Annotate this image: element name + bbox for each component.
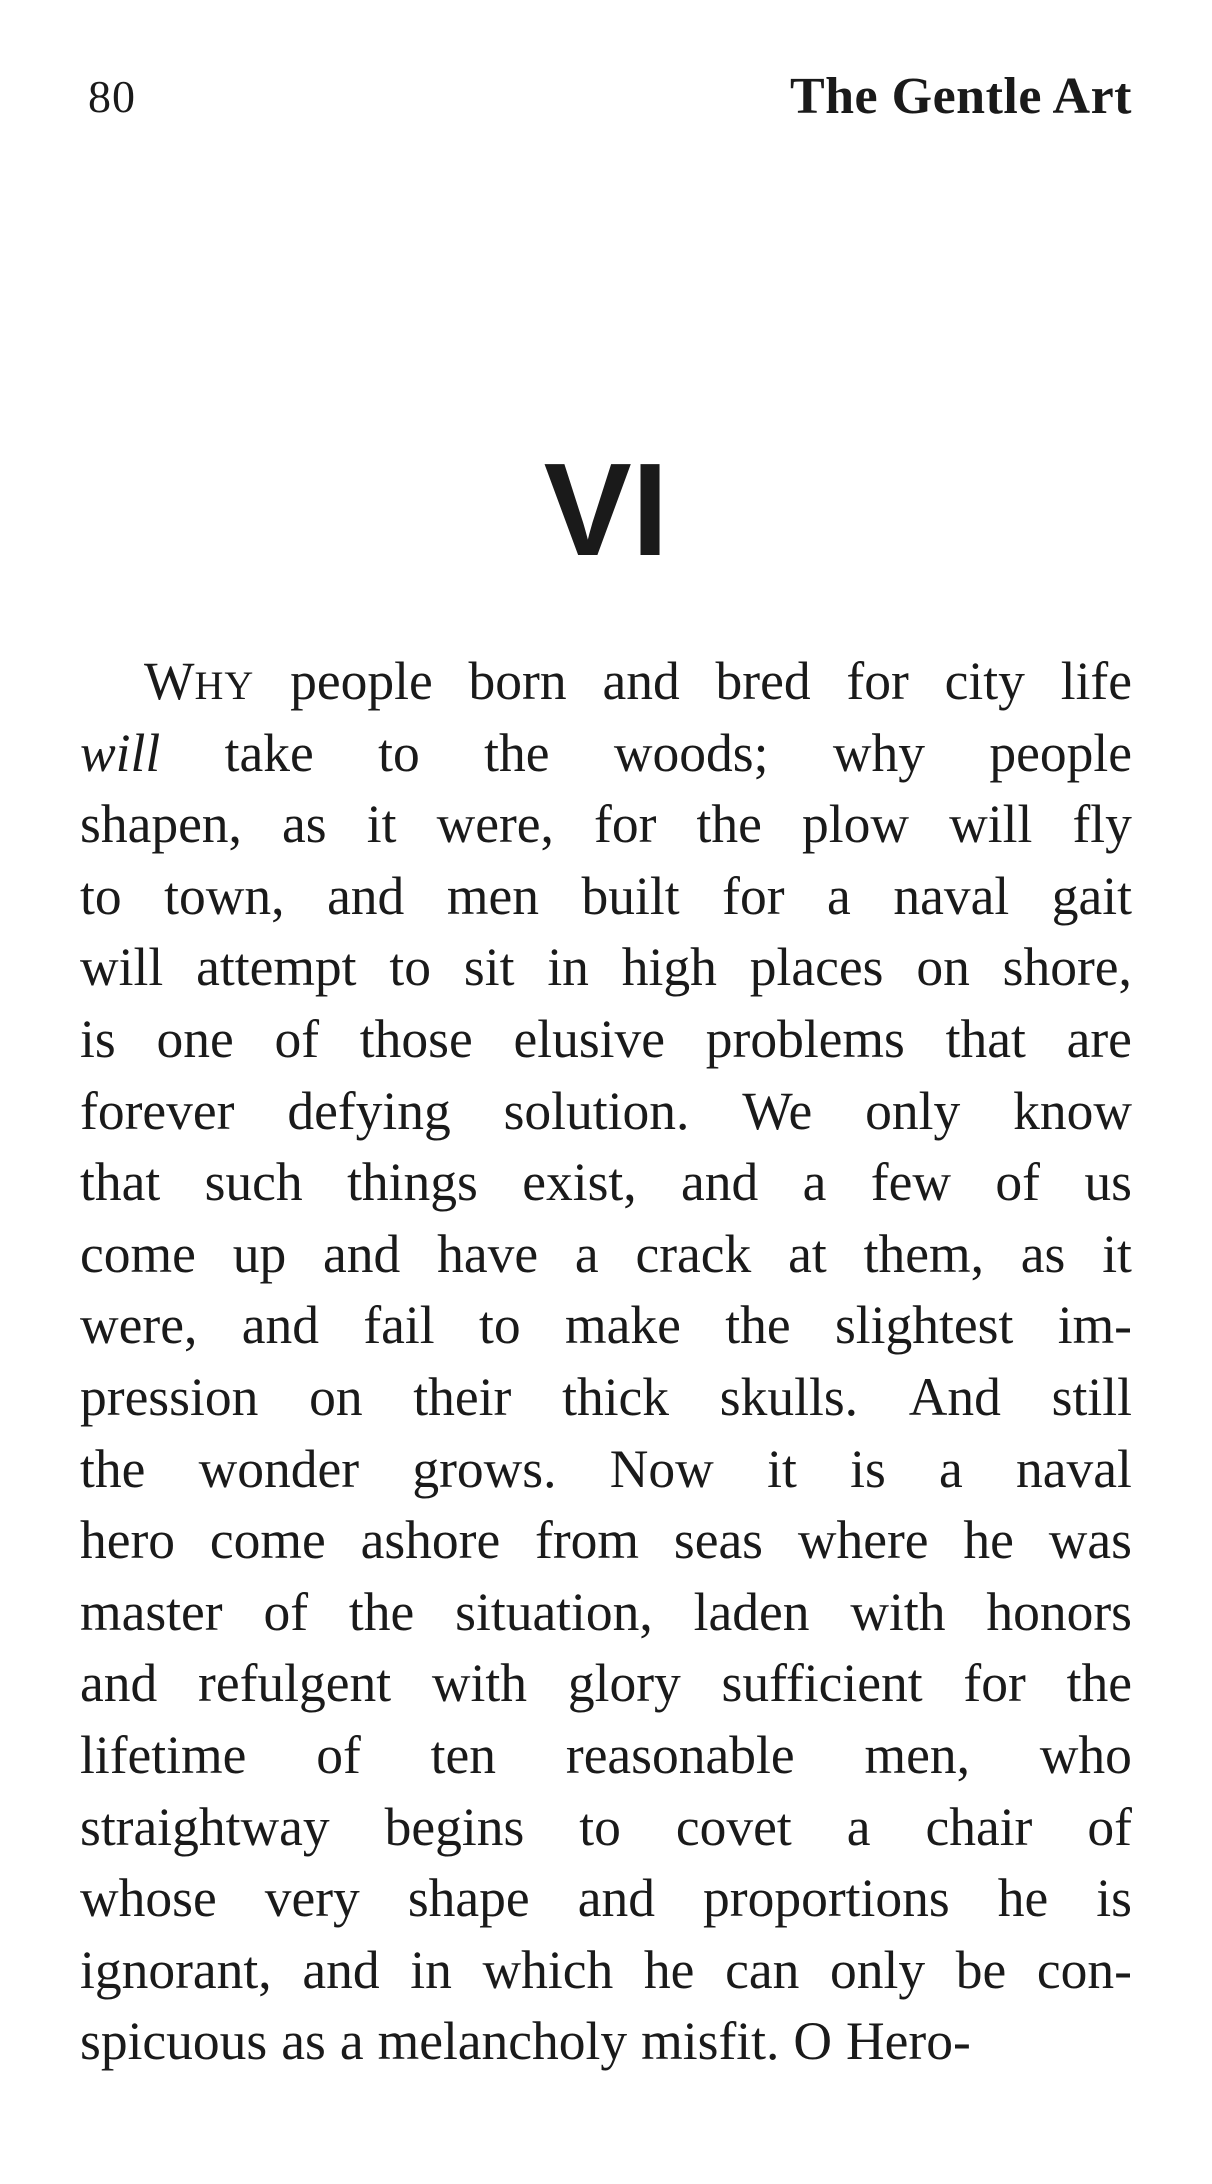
page-number: 80 xyxy=(88,71,136,122)
word: us xyxy=(1084,1152,1132,1213)
word: a xyxy=(846,1796,871,1857)
word: high xyxy=(621,937,717,998)
text-line xyxy=(80,718,1132,790)
word: attempt xyxy=(196,937,357,998)
word: as xyxy=(282,794,327,855)
word: to xyxy=(80,865,122,926)
word: who xyxy=(1039,1724,1132,1785)
word: a xyxy=(574,1223,599,1284)
word: to xyxy=(579,1796,621,1857)
word: refulgent xyxy=(198,1653,392,1714)
word: a xyxy=(802,1152,827,1213)
word: it xyxy=(1102,1223,1132,1284)
word: to xyxy=(389,937,432,998)
word: town, xyxy=(164,865,285,926)
word: city xyxy=(944,651,1025,711)
word: covet xyxy=(675,1796,792,1857)
word: fly xyxy=(1072,794,1132,855)
word: he xyxy=(643,1939,695,2000)
word: pression xyxy=(80,1366,259,1427)
word: the xyxy=(80,1438,146,1499)
word: solution. xyxy=(503,1080,690,1141)
word: places xyxy=(749,937,884,998)
opening-word-small-caps: WHY xyxy=(144,651,255,711)
text-line xyxy=(80,932,1132,1004)
chapter-paragraph xyxy=(80,646,1132,2078)
word: on xyxy=(309,1366,363,1427)
word: take xyxy=(224,722,314,783)
word: the xyxy=(348,1581,415,1642)
emphasized-word: will xyxy=(80,722,161,783)
word: hero xyxy=(80,1510,176,1571)
word: was xyxy=(1048,1510,1132,1571)
word: with xyxy=(850,1581,946,1642)
word: the xyxy=(725,1295,791,1356)
word: few xyxy=(870,1152,951,1213)
word: it xyxy=(366,794,397,855)
word: people xyxy=(290,651,433,711)
text-line xyxy=(80,1648,1132,1720)
word: and xyxy=(602,651,680,711)
word: such xyxy=(204,1152,303,1213)
word: and xyxy=(323,1223,401,1284)
word: master xyxy=(80,1581,223,1642)
text-line xyxy=(80,861,1132,933)
word: come xyxy=(209,1510,326,1571)
word: ten xyxy=(430,1724,497,1785)
word: Hero- xyxy=(846,2011,971,2072)
word: why xyxy=(832,722,925,783)
word: as xyxy=(281,2011,326,2072)
word: in xyxy=(410,1939,452,2000)
word: of xyxy=(995,1152,1040,1213)
word: are xyxy=(1066,1008,1132,1069)
word: gait xyxy=(1051,865,1132,926)
word: and xyxy=(681,1152,759,1213)
word: things xyxy=(347,1152,478,1213)
word: for xyxy=(963,1653,1026,1714)
word: be xyxy=(955,1939,1007,2000)
word: have xyxy=(437,1223,539,1284)
word: begins xyxy=(384,1796,525,1857)
word: which xyxy=(482,1939,614,2000)
word: woods; xyxy=(613,722,769,783)
word: can xyxy=(725,1939,800,2000)
word: plow xyxy=(802,794,909,855)
word: and xyxy=(577,1868,655,1929)
word: proportions xyxy=(703,1868,950,1929)
word: melancholy xyxy=(377,2011,628,2072)
word: situation, xyxy=(455,1581,653,1642)
word: one xyxy=(156,1008,234,1069)
word: he xyxy=(997,1868,1049,1929)
word: a xyxy=(939,1438,963,1499)
word: whose xyxy=(80,1868,217,1929)
word: of xyxy=(263,1581,309,1642)
word: of xyxy=(1087,1796,1132,1857)
word: forever xyxy=(80,1080,235,1141)
word: that xyxy=(80,1152,161,1213)
word: naval xyxy=(893,865,1010,926)
word: naval xyxy=(1016,1438,1132,1499)
word: exist, xyxy=(522,1152,637,1213)
text-line xyxy=(80,1792,1132,1864)
word: that xyxy=(945,1008,1026,1069)
text-line xyxy=(80,1290,1132,1362)
word: shape xyxy=(407,1868,530,1929)
word: for xyxy=(594,794,657,855)
word: con- xyxy=(1036,1939,1132,2000)
word: bred xyxy=(715,651,811,711)
running-title: The Gentle Art xyxy=(789,68,1132,125)
word: thick xyxy=(562,1366,670,1427)
word: men, xyxy=(864,1724,970,1785)
word: a xyxy=(339,2011,364,2072)
word: to xyxy=(378,722,420,783)
word: the xyxy=(484,722,550,783)
word: were, xyxy=(80,1295,198,1356)
word: for xyxy=(722,865,785,926)
word: problems xyxy=(705,1008,905,1069)
word: only xyxy=(865,1080,961,1141)
word: at xyxy=(788,1223,827,1284)
word: We xyxy=(742,1080,813,1141)
word: make xyxy=(565,1295,681,1356)
word: people xyxy=(989,722,1132,783)
word: Now xyxy=(609,1438,714,1499)
word: come xyxy=(80,1223,196,1284)
text-line xyxy=(80,1076,1132,1148)
text-line xyxy=(80,789,1132,861)
word: reasonable xyxy=(565,1724,795,1785)
text-line xyxy=(80,1004,1132,1076)
word: the xyxy=(696,794,762,855)
word: lifetime xyxy=(80,1724,247,1785)
word: of xyxy=(316,1724,361,1785)
word: chair xyxy=(925,1796,1033,1857)
word: with xyxy=(431,1653,528,1714)
word: their xyxy=(413,1366,512,1427)
word: shapen, xyxy=(80,794,242,855)
word: misfit. xyxy=(641,2011,780,2072)
word: and xyxy=(327,865,405,926)
word: is xyxy=(850,1438,886,1499)
word: And xyxy=(908,1366,1001,1427)
word: shore, xyxy=(1002,937,1132,998)
word: spicuous xyxy=(80,2011,268,2072)
text-line xyxy=(80,1720,1132,1792)
text-line xyxy=(80,1219,1132,1291)
word: grows. xyxy=(412,1438,557,1499)
word: as xyxy=(1020,1223,1066,1284)
text-line xyxy=(80,646,1132,718)
word: is xyxy=(80,1008,116,1069)
text-line xyxy=(80,1434,1132,1506)
text-line xyxy=(80,1863,1132,1935)
word: on xyxy=(916,937,970,998)
word: for xyxy=(846,651,909,711)
word: know xyxy=(1013,1080,1132,1141)
word: ignorant, xyxy=(80,1939,272,2000)
word: the xyxy=(1066,1653,1132,1714)
word: honors xyxy=(986,1581,1132,1642)
word: will xyxy=(949,794,1033,855)
word: of xyxy=(274,1008,320,1069)
chapter-number: VI xyxy=(543,436,669,583)
word: still xyxy=(1051,1366,1132,1427)
word: and xyxy=(241,1295,319,1356)
word: laden xyxy=(693,1581,810,1642)
word: im- xyxy=(1057,1295,1132,1356)
word: where xyxy=(797,1510,929,1571)
word: O xyxy=(793,2011,833,2072)
word: skulls. xyxy=(719,1366,859,1427)
word: wonder xyxy=(198,1438,360,1499)
word: in xyxy=(547,937,589,998)
word: and xyxy=(302,1939,380,2000)
word: fail xyxy=(363,1295,435,1356)
text-line xyxy=(80,1147,1132,1219)
word: built xyxy=(581,865,680,926)
word: he xyxy=(963,1510,1014,1571)
word: straightway xyxy=(80,1796,330,1857)
word: is xyxy=(1096,1868,1132,1929)
word: only xyxy=(829,1939,926,2000)
word: it xyxy=(767,1438,797,1499)
word: seas xyxy=(673,1510,764,1571)
word: ashore xyxy=(360,1510,501,1571)
word: them, xyxy=(863,1223,984,1284)
running-head xyxy=(88,62,1132,132)
text-line xyxy=(80,2006,1132,2078)
word: up xyxy=(232,1223,287,1284)
word: very xyxy=(264,1868,360,1929)
word: defying xyxy=(287,1080,451,1141)
word: to xyxy=(479,1295,521,1356)
word: glory xyxy=(567,1653,681,1714)
text-line xyxy=(80,1362,1132,1434)
word: crack xyxy=(635,1223,752,1284)
word: slightest xyxy=(834,1295,1014,1356)
word: a xyxy=(827,865,851,926)
text-line xyxy=(80,1577,1132,1649)
word: life xyxy=(1060,651,1132,711)
word: will xyxy=(80,937,164,998)
word: sit xyxy=(463,937,515,998)
word: born xyxy=(468,651,567,711)
word: elusive xyxy=(513,1008,665,1069)
text-line xyxy=(80,1935,1132,2007)
word: from xyxy=(535,1510,640,1571)
word: were, xyxy=(436,794,554,855)
word: those xyxy=(359,1008,473,1069)
text-line xyxy=(80,1505,1132,1577)
word: men xyxy=(446,865,539,926)
word: and xyxy=(80,1653,158,1714)
word: sufficient xyxy=(721,1653,923,1714)
